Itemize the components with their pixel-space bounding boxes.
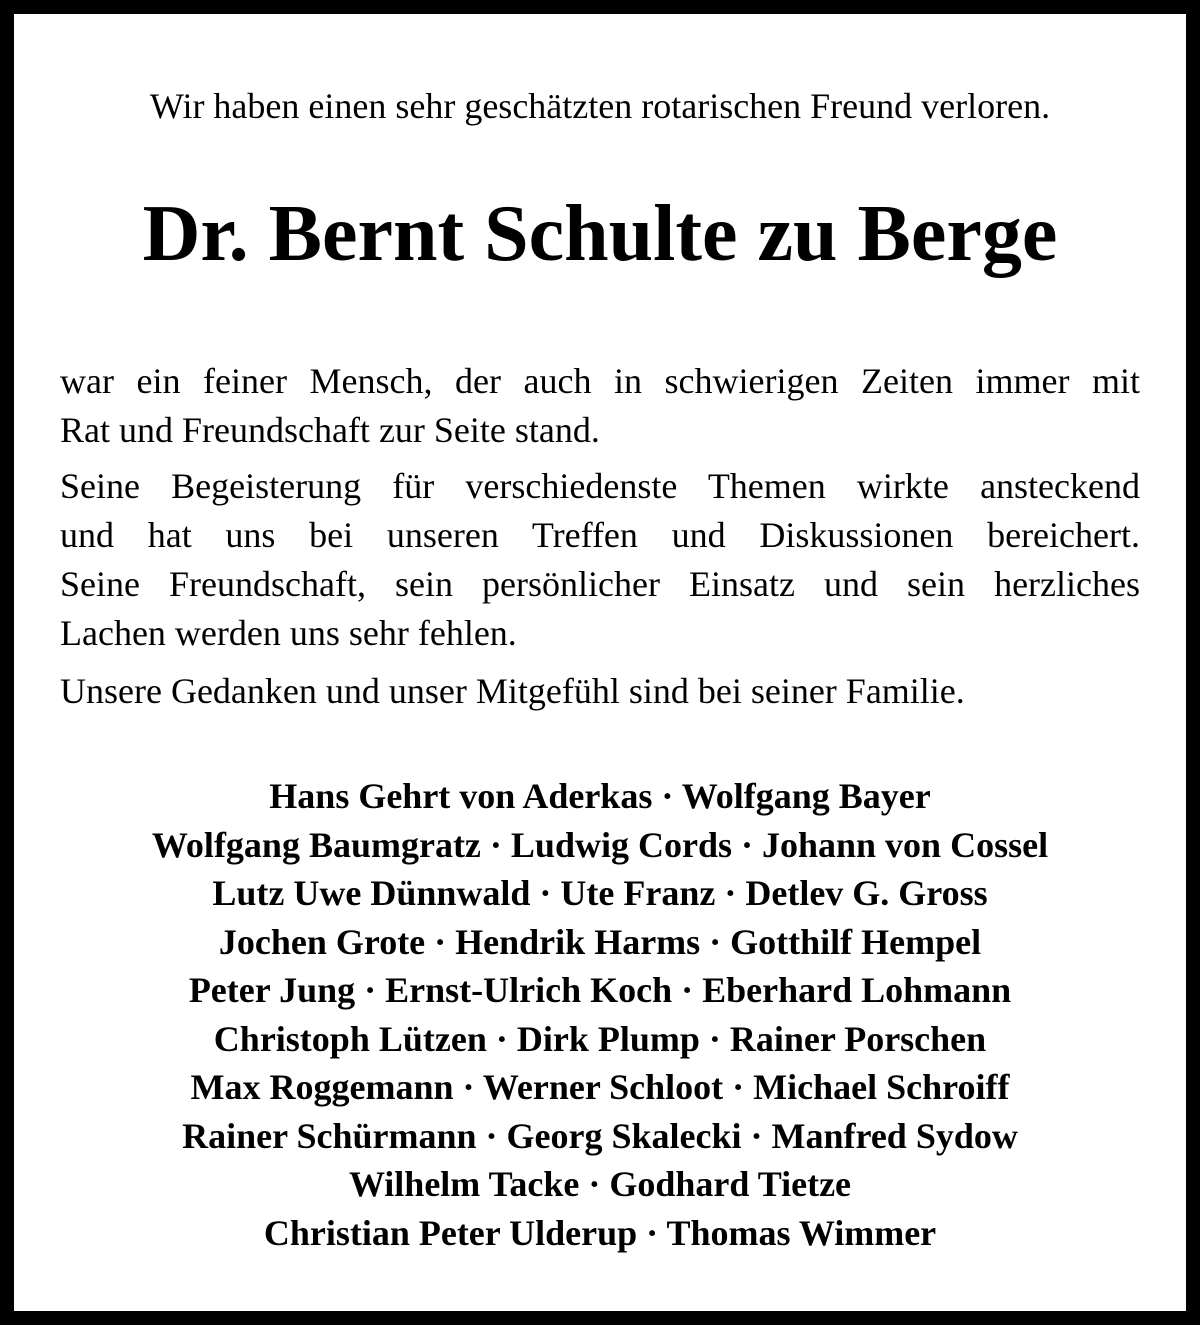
member-names-row: Peter Jung · Ernst-Ulrich Koch · Eberhard Lohmann [188, 970, 1012, 1010]
member-signatures [14, 772, 1186, 1257]
tribute-line: Rat und Freundschaft zur Seite stand. [60, 410, 600, 450]
member-names-row: Lutz Uwe Dünnwald · Ute Franz · Detlev G. Gross [212, 873, 988, 913]
intro-line: Wir haben einen sehr geschätzten rotarischen Freund verloren. [149, 86, 1051, 126]
member-names-row: Wilhelm Tacke · Godhard Tietze [348, 1164, 852, 1204]
tribute-line: war ein feiner Mensch, der auch in schwierigen Zeiten immer mit [60, 361, 1140, 401]
member-names-row: Hans Gehrt von Aderkas · Wolfgang Bayer [269, 776, 931, 816]
tribute-paragraph-1 [60, 357, 1140, 455]
tribute-line: Seine Begeisterung für verschiedenste Themen wirkte ansteckend [60, 466, 1140, 506]
member-names-row: Christian Peter Ulderup · Thomas Wimmer [263, 1212, 937, 1253]
obituary-notice [14, 14, 1186, 1311]
condolence-line: Unsere Gedanken und unser Mitgefühl sind bei seiner Familie. [60, 671, 965, 711]
tribute-line: und hat uns bei unseren Treffen und Diskussionen bereichert. [60, 515, 1140, 555]
deceased-name: Dr. Bernt Schulte zu Berge [142, 190, 1058, 278]
member-names-row: Rainer Schürmann · Georg Skalecki · Manfred Sydow [182, 1115, 1018, 1156]
member-names-row: Jochen Grote · Hendrik Harms · Gotthilf Hempel [218, 921, 982, 962]
member-names-row: Christoph Lützen · Dirk Plump · Rainer Porschen [213, 1018, 987, 1059]
condolence-paragraph [60, 667, 1140, 716]
tribute-line: Seine Freundschaft, sein persönlicher Einsatz und sein herzliches [60, 564, 1140, 604]
member-names-row: Max Roggemann · Werner Schloot · Michael Schroiff [190, 1067, 1010, 1107]
tribute-line: Lachen werden uns sehr fehlen. [60, 613, 517, 653]
tribute-paragraph-2 [60, 462, 1140, 658]
member-names-row: Wolfgang Baumgratz · Ludwig Cords · Johann von Cossel [151, 824, 1049, 865]
